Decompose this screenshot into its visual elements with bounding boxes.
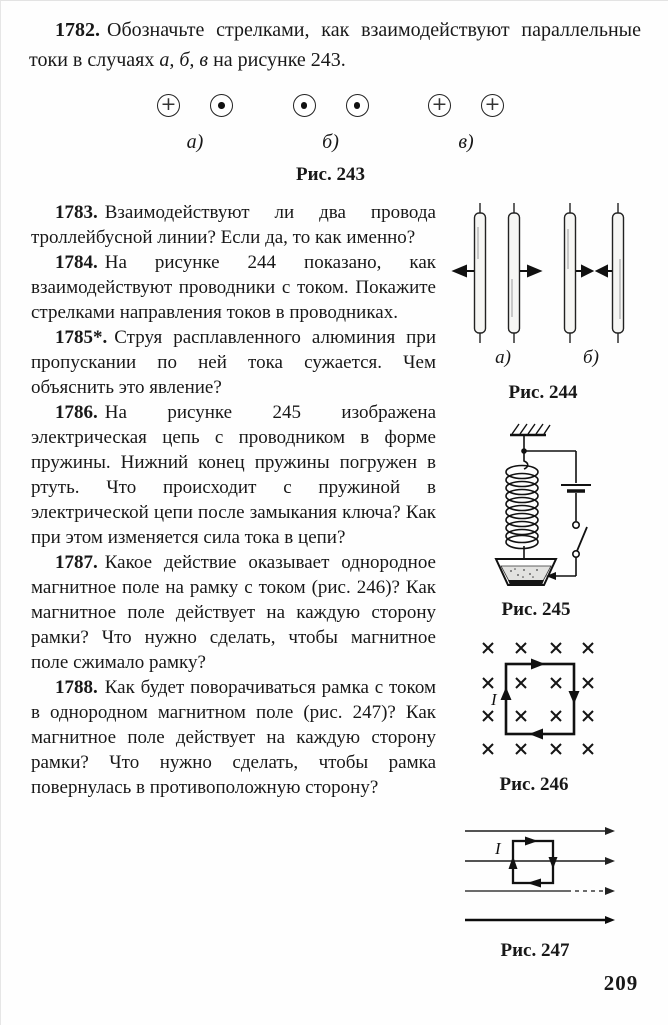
problems-column <box>31 200 436 800</box>
force-arrows-attraction <box>576 266 612 276</box>
figure-245 <box>466 421 606 596</box>
problem-text: Какое действие оказывает однородное магнитное поле на рамку с током (рис. 246)? Как магнитное поле действует на каждую сторону рамки? Что нужно сделать, чтобы магнитное поле сжимало рамку? <box>31 552 436 673</box>
current-out-of-page-icon <box>346 94 369 117</box>
current-direction-arrows <box>509 837 558 888</box>
case-label: в) <box>458 131 474 153</box>
mercury-cup <box>496 559 556 585</box>
current-label: I <box>491 690 497 709</box>
current-direction-arrows <box>501 659 580 740</box>
problem-number: 1784. <box>55 252 98 273</box>
problem-1785 <box>31 325 436 400</box>
problem-number: 1788. <box>55 677 98 698</box>
problem-number: 1785*. <box>55 327 108 348</box>
figure-246 <box>471 639 611 764</box>
junction-dot <box>521 448 527 454</box>
problem-1786 <box>31 400 436 550</box>
current-loop <box>506 664 574 734</box>
fig244-label-a: а) <box>495 347 511 368</box>
fig244-caption: Рис. 244 <box>508 382 578 403</box>
problem-text-end: на рисунке 243. <box>208 49 346 71</box>
current-out-of-page-icon <box>210 94 233 117</box>
problem-text: Струя расплавленного алюминия при пропускании по ней тока сужается. Чем объяснить это явление? <box>31 327 436 398</box>
case-label: а) <box>186 131 204 153</box>
rod-shading <box>478 227 620 319</box>
fig246-caption: Рис. 246 <box>499 774 569 795</box>
figure-244 <box>451 199 651 349</box>
problem-1783 <box>31 200 436 250</box>
force-arrows-repulsion <box>454 266 540 276</box>
case-letters: а, б, в <box>159 49 209 71</box>
page-number: 209 <box>603 971 639 995</box>
problem-number: 1782. <box>55 19 100 41</box>
fig245-caption: Рис. 245 <box>501 599 571 620</box>
fig244-label-b: б) <box>583 347 599 368</box>
current-into-page-icon: + <box>481 94 504 117</box>
problem-text: Обозначьте стрелками, как взаимодействуют параллельные токи в случаях <box>29 19 641 71</box>
case-label: б) <box>322 131 339 153</box>
fig243-case-v <box>428 94 504 153</box>
problem-1787 <box>31 550 436 675</box>
problem-text: На рисунке 244 показано, как взаимодействуют проводники с током. Покажите стрелками направления токов в проводниках. <box>31 252 436 323</box>
fig247-caption: Рис. 247 <box>500 940 570 961</box>
figure-243 <box>157 94 504 153</box>
problem-text: Взаимодействуют ли два провода троллейбусной линии? Если да, то как именно? <box>31 202 436 248</box>
problem-text: Как будет поворачиваться рамка с током в однородном магнитном поле (рис. 247)? Как магнитное поле действует на каждую сторону рамки? Что нужно сделать, чтобы рамка повернулась в противоположную сторону? <box>31 677 436 798</box>
current-loop <box>513 841 553 883</box>
spring-coil <box>506 466 538 549</box>
current-into-page-icon: + <box>428 94 451 117</box>
problem-number: 1787. <box>55 552 98 573</box>
problem-number: 1783. <box>55 202 98 223</box>
problem-1782 <box>29 15 641 75</box>
switch-open <box>573 522 587 557</box>
problem-1784 <box>31 250 436 325</box>
battery-symbol <box>561 485 591 491</box>
current-label: I <box>495 839 501 858</box>
ceiling-hatching <box>512 424 550 434</box>
circuit-wires <box>524 435 576 576</box>
current-into-page-icon: + <box>157 94 180 117</box>
problem-1788 <box>31 675 436 800</box>
problem-text: На рисунке 245 изображена электрическая цепь с проводником в форме пружины. Нижний конец пружины погружен в ртуть. Что происходит с пружиной в электрической цепи после замыкания ключа? Как при этом изменяется сила тока в цепи? <box>31 402 436 548</box>
fig243-case-a <box>157 94 233 153</box>
figure-247 <box>461 821 626 931</box>
problem-1782-text <box>29 15 641 75</box>
fig243-caption: Рис. 243 <box>296 164 365 185</box>
fig243-case-b <box>293 94 369 153</box>
problem-number: 1786. <box>55 402 98 423</box>
current-out-of-page-icon <box>293 94 316 117</box>
